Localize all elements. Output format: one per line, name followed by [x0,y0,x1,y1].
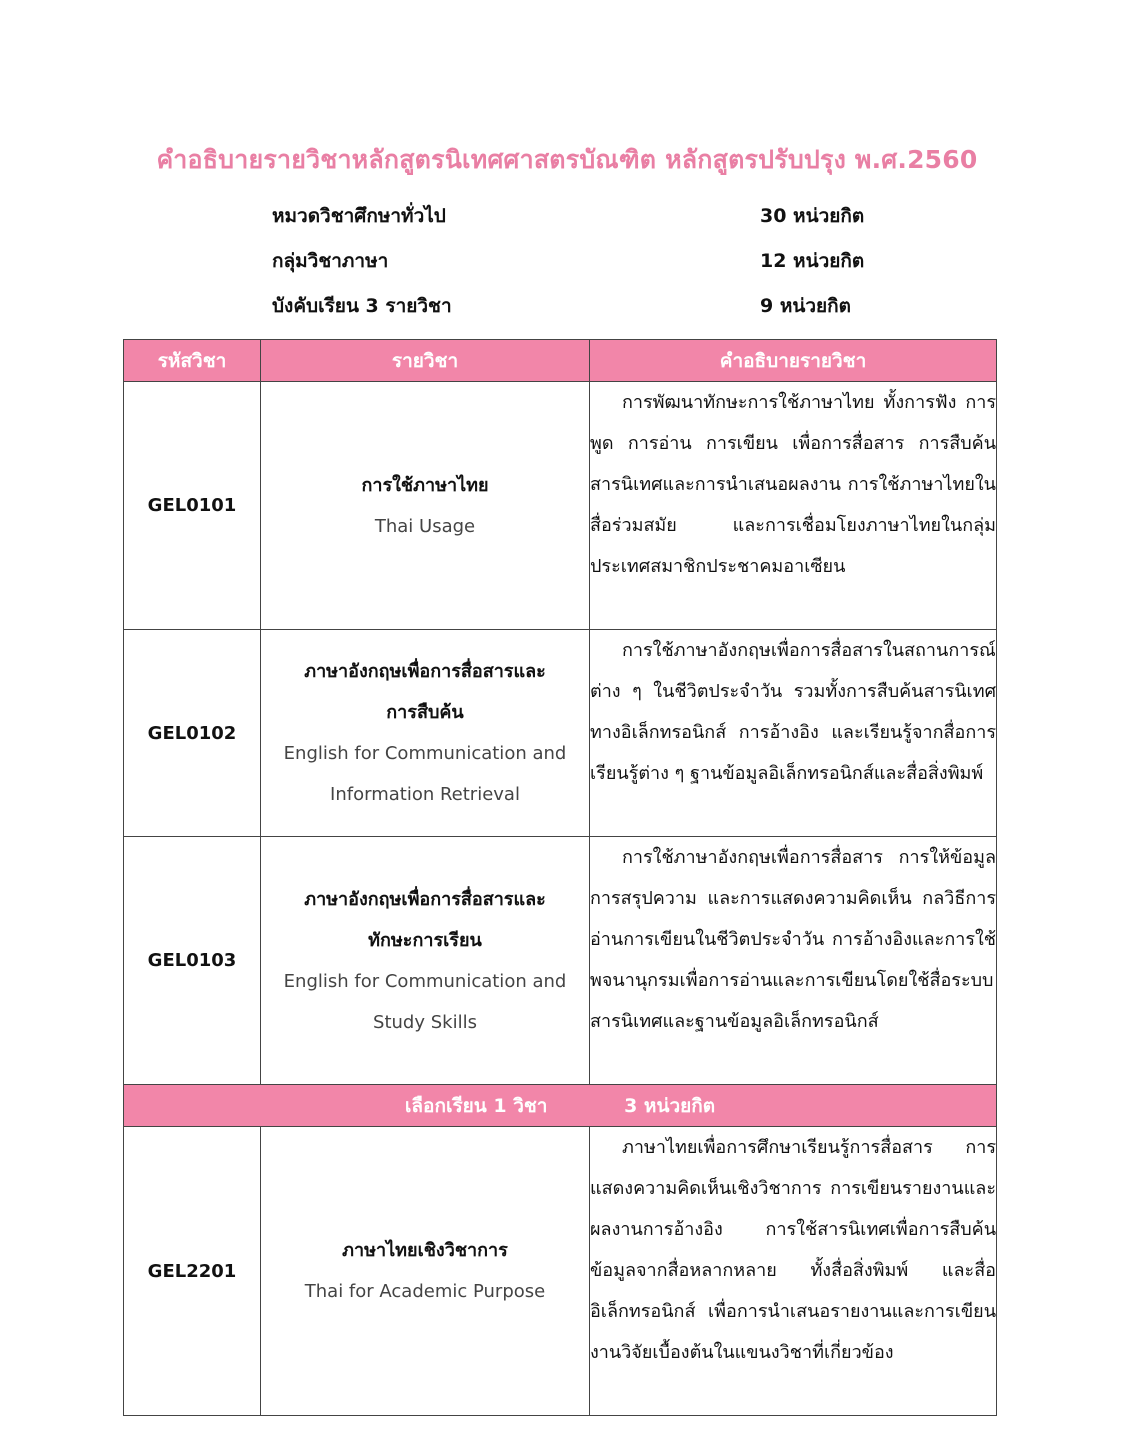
elective-credits: 3 หน่วยกิต [624,1094,716,1117]
elective-label: เลือกเรียน 1 วิชา [404,1094,548,1117]
course-name-english: Thai Usage [374,515,476,537]
elective-section-header [124,1085,997,1127]
table-row [124,630,997,837]
page-title: คำอธิบายรายวิชาหลักสูตรนิเทศศาสตรบัณฑิต หลักสูตรปรับปรุง พ.ศ.2560 [156,145,978,174]
course-code: GEL0101 [124,382,261,630]
summary-label: หมวดวิชาศึกษาทั่วไป [272,204,446,227]
course-description-cell [590,837,997,1085]
summary-row-general-education [272,193,912,238]
course-description: การใช้ภาษาอังกฤษเพื่อการสื่อสารในสถานการณ์ต่าง ๆ ในชีวิตประจำวัน รวมทั้งการสืบค้นสารนิเทศทางอิเล็กทรอนิกส์ การอ้างอิง และเรียนรู้จากสื่อการเรียนรู้ต่าง ๆ ฐานข้อมูลอิเล็กทรอนิกส์และสื่อสิ่งพิมพ์ [590,640,996,784]
course-code: GEL0103 [124,837,261,1085]
course-name-cell [261,1127,590,1416]
course-description: ภาษาไทยเพื่อการศึกษาเรียนรู้การสื่อสาร การแสดงความคิดเห็นเชิงวิชาการ การเขียนรายงานและผลงานการอ้างอิง การใช้สารนิเทศเพื่อการสืบค้นข้อมูลจากสื่อหลากหลาย ทั้งสื่อสิ่งพิมพ์ และสื่ออิเล็กทรอนิกส์ เพื่อการนำเสนอรายงานและการเขียนงานวิจัยเบื้องต้นในแขนงวิชาที่เกี่ยวข้อง [590,1137,996,1363]
course-name-thai: การใช้ภาษาไทย [361,474,489,496]
course-name-thai: ภาษาอังกฤษเพื่อการสื่อสารและทักษะการเรียน [304,888,546,951]
course-name-english: English for Communication and Study Skills [283,970,567,1033]
summary-row-language-group [272,238,912,283]
table-row [124,382,997,630]
elective-section-row [124,1085,997,1127]
course-code: GEL0102 [124,630,261,837]
course-description: การใช้ภาษาอังกฤษเพื่อการสื่อสาร การให้ข้อมูล การสรุปความ และการแสดงความคิดเห็น กลวิธีการอ่านการเขียนในชีวิตประจำวัน การอ้างอิงและการใช้พจนานุกรมเพื่อการอ่านและการเขียนโดยใช้สื่อระบบสารนิเทศและฐานข้อมูลอิเล็กทรอนิกส์ [590,847,996,1032]
course-description-cell [590,1127,997,1416]
course-name-thai: ภาษาอังกฤษเพื่อการสื่อสารและการสืบค้น [304,661,546,723]
summary-credits: 30 หน่วยกิต [760,204,865,227]
course-name-english: English for Communication and Information Retrieval [283,743,567,805]
course-name-thai: ภาษาไทยเชิงวิชาการ [342,1240,508,1261]
course-description: การพัฒนาทักษะการใช้ภาษาไทย ทั้งการฟัง การพูด การอ่าน การเขียน เพื่อการสื่อสาร การสืบค้นสารนิเทศและการนำเสนอผลงาน การใช้ภาษาไทยในสื่อร่วมสมัย และการเชื่อมโยงภาษาไทยในกลุ่มประเทศสมาชิกประชาคมอาเซียน [590,392,996,577]
table-header-row [124,340,997,382]
column-header-code: รหัสวิชา [124,340,261,382]
course-name-cell [261,630,590,837]
course-description-cell [590,630,997,837]
summary-credits: 9 หน่วยกิต [760,294,851,317]
course-name-cell [261,837,590,1085]
column-header-description: คำอธิบายรายวิชา [590,340,997,382]
summary-label: กลุ่มวิชาภาษา [272,249,389,272]
column-header-course: รายวิชา [261,340,590,382]
course-name-english: Thai for Academic Purpose [304,1281,546,1302]
credit-summary [272,193,912,328]
course-table [123,339,997,1416]
course-code: GEL2201 [124,1127,261,1416]
course-name-cell [261,382,590,630]
summary-row-required-courses [272,283,912,328]
summary-credits: 12 หน่วยกิต [760,249,865,272]
table-row [124,837,997,1085]
course-description-cell [590,382,997,630]
table-row [124,1127,997,1416]
summary-label: บังคับเรียน 3 รายวิชา [272,294,452,317]
